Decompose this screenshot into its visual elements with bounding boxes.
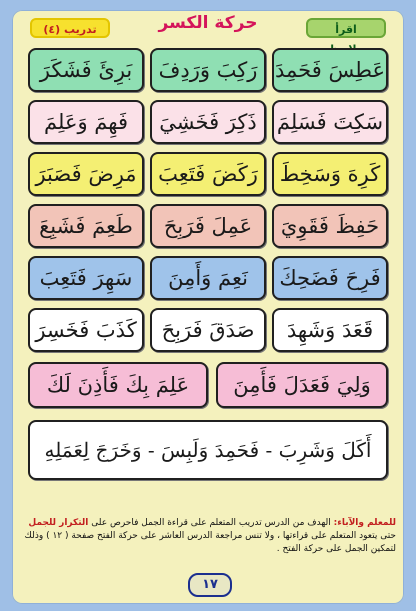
sentence-card: طَعِمَ فَشَبِعَ: [28, 204, 144, 248]
sentence-card: بَرِئَ فَشَكَرَ: [28, 48, 144, 92]
sentence-card: مَرِضَ فَصَبَرَ: [28, 152, 144, 196]
sentence-card: رَكِبَ وَرَدِفَ: [150, 48, 266, 92]
exercise-tag: تدريب (٤): [30, 18, 110, 38]
note-emphasis: التكرار للجمل: [28, 518, 89, 528]
sentence-card-wide: عَلِمَ بِكَ فَأَذِنَ لَكَ: [28, 362, 208, 408]
header: [12, 10, 404, 46]
read-tag: اقرأ: [306, 18, 386, 38]
note-text: الهدف من الدرس تدريب المتعلم على قراءة الجمل فاحرص على: [88, 518, 334, 528]
sentence-card: سَكِتَ فَسَلِمَ: [272, 100, 388, 144]
sentence-card: كَرِهَ وَسَخِطَ: [272, 152, 388, 196]
page: [12, 10, 404, 604]
sentence-card: حَفِظَ فَقَوِيَ: [272, 204, 388, 248]
sentence-card-long: أَكَلَ وَشَرِبَ - فَحَمِدَ وَلَبِسَ - وَخَرَجَ لِعَمَلِهِ: [28, 420, 388, 480]
sentence-card: فَرِحَ فَضَحِكَ: [272, 256, 388, 300]
sentence-card: عَطِسَ فَحَمِدَ: [272, 48, 388, 92]
note-lead: للمعلم والآباء:: [333, 518, 396, 528]
sentence-card: عَمِلَ فَرَبِحَ: [150, 204, 266, 248]
page-title: حركة الكسر: [158, 13, 258, 33]
note-text: حتى يتعود المتعلم على قراءتها ، ولا تنس مراجعة الدرس العاشر على حركة الفتح صفحة ( ١٢ ) وذلك لتمكين الجمل على حركة الفتح .: [24, 531, 396, 554]
page-number: ١٧: [188, 573, 232, 597]
sentence-card: فَهِمَ وَعَلِمَ: [28, 100, 144, 144]
teacher-note: [20, 517, 396, 556]
sentence-card: كَذَبَ فَخَسِرَ: [28, 308, 144, 352]
sentence-card: قَعَدَ وَشَهِدَ: [272, 308, 388, 352]
sentence-card: نَعِمَ وَأَمِنَ: [150, 256, 266, 300]
sentence-card-wide: وَلِيَ فَعَدَلَ فَأَمِنَ: [216, 362, 388, 408]
sentence-card: رَكَضَ فَتَعِبَ: [150, 152, 266, 196]
sentence-card: صَدَقَ فَرَبِحَ: [150, 308, 266, 352]
sentence-card: ذَكِرَ فَخَشِيَ: [150, 100, 266, 144]
sentence-card: سَهِرَ فَتَعِبَ: [28, 256, 144, 300]
